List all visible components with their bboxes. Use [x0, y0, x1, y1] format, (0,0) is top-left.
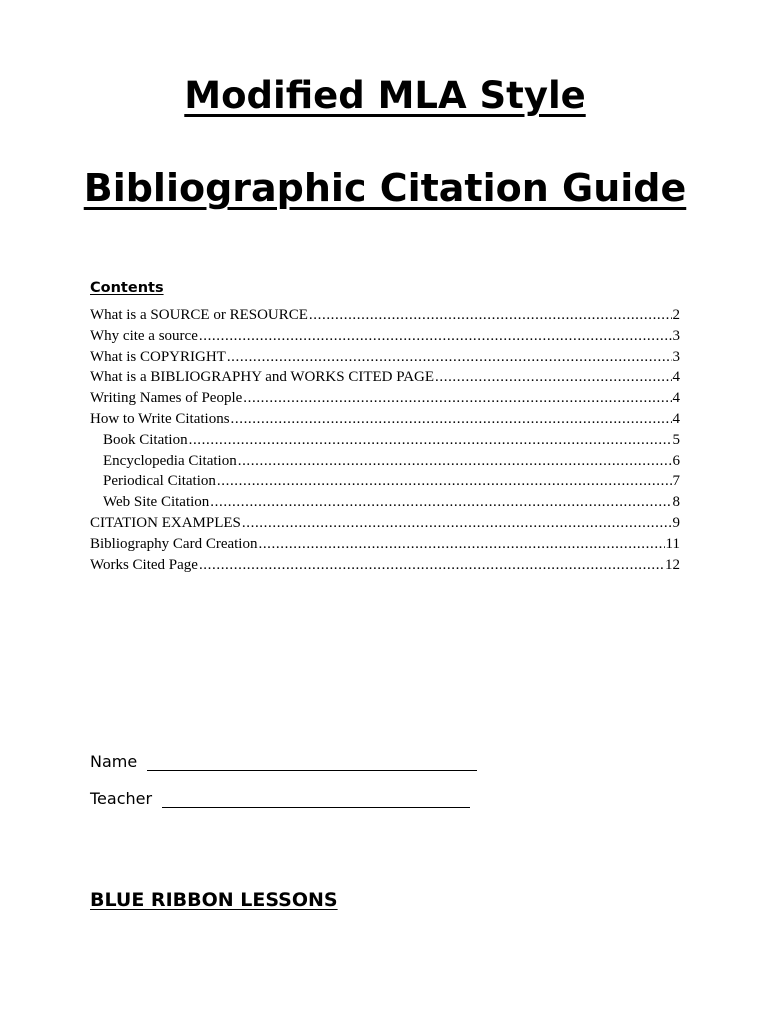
toc-entry-label: What is a SOURCE or RESOURCE [90, 307, 308, 323]
toc-leader [435, 367, 671, 388]
toc-entry-label: Writing Names of People [90, 390, 243, 407]
toc-entry-page: 3 [672, 348, 680, 365]
teacher-field [90, 789, 470, 808]
toc-entry-label: Web Site Citation [103, 494, 210, 511]
toc-subentry[interactable] [90, 471, 680, 492]
toc-entry[interactable] [90, 305, 680, 326]
toc-leader [309, 305, 672, 326]
toc-entry-page: 3 [672, 327, 680, 344]
toc-entry-page: 5 [672, 431, 680, 448]
toc-leader [231, 409, 672, 430]
toc-entry-label: What is COPYRIGHT [90, 348, 226, 365]
toc-entry[interactable] [90, 388, 680, 409]
toc-leader [238, 451, 672, 472]
toc-entry[interactable] [90, 555, 680, 576]
toc-entry[interactable] [90, 326, 680, 347]
toc-entry-page: 4 [672, 369, 680, 386]
name-label: Name [90, 752, 138, 771]
toc-entry-page: 7 [672, 473, 680, 490]
toc-entry-label: Periodical Citation [103, 473, 216, 490]
toc-entry-page: 4 [672, 390, 680, 407]
document-title [0, 74, 770, 118]
toc-leader [199, 326, 672, 347]
toc-entry-label: What is a BIBLIOGRAPHY and WORKS CITED PAGE [90, 369, 435, 386]
name-field [90, 752, 477, 771]
title-line-2: Bibliographic Citation Guide [83, 166, 687, 210]
toc-entry[interactable] [90, 534, 680, 555]
toc-subentry[interactable] [90, 492, 680, 513]
toc-entry-label: Works Cited Page [90, 556, 198, 573]
toc-leader [189, 430, 672, 451]
toc-entry-page: 8 [672, 494, 680, 511]
publisher-footer: BLUE RIBBON LESSONS [90, 889, 338, 911]
document-subtitle [0, 166, 770, 210]
toc-entry-label: Bibliography Card Creation [90, 535, 258, 552]
toc-leader [199, 555, 664, 576]
title-line-1: Modified MLA Style [184, 74, 586, 117]
toc-leader [258, 534, 664, 555]
toc-leader [227, 347, 672, 368]
toc-entry-label: CITATION EXAMPLES [90, 514, 241, 531]
toc-entry-page: 11 [665, 535, 680, 552]
toc-leader [242, 513, 672, 534]
teacher-label: Teacher [90, 789, 153, 808]
teacher-blank-line[interactable] [162, 789, 470, 808]
name-blank-line[interactable] [147, 752, 477, 771]
contents-heading: Contents [90, 280, 164, 296]
toc-leader [243, 388, 671, 409]
toc-subentry[interactable] [90, 430, 680, 451]
toc-entry-label: Why cite a source [90, 327, 198, 344]
toc-entry[interactable] [90, 347, 680, 368]
toc-subentry[interactable] [90, 451, 680, 472]
toc-entry-label: Book Citation [103, 431, 188, 448]
toc-entry-label: How to Write Citations [90, 410, 230, 427]
toc-leader [217, 471, 672, 492]
toc-entry[interactable] [90, 409, 680, 430]
toc-entry-page: 12 [665, 556, 680, 573]
toc-entry[interactable] [90, 367, 680, 388]
toc-entry-page: 9 [672, 514, 680, 531]
toc-entry[interactable] [90, 513, 680, 534]
toc-entry-page: 4 [672, 410, 680, 427]
toc-entry-label: Encyclopedia Citation [103, 452, 237, 469]
toc-entry-page: 2 [672, 307, 680, 323]
toc-leader [210, 492, 671, 513]
table-of-contents [90, 305, 680, 575]
toc-entry-page: 6 [672, 452, 680, 469]
